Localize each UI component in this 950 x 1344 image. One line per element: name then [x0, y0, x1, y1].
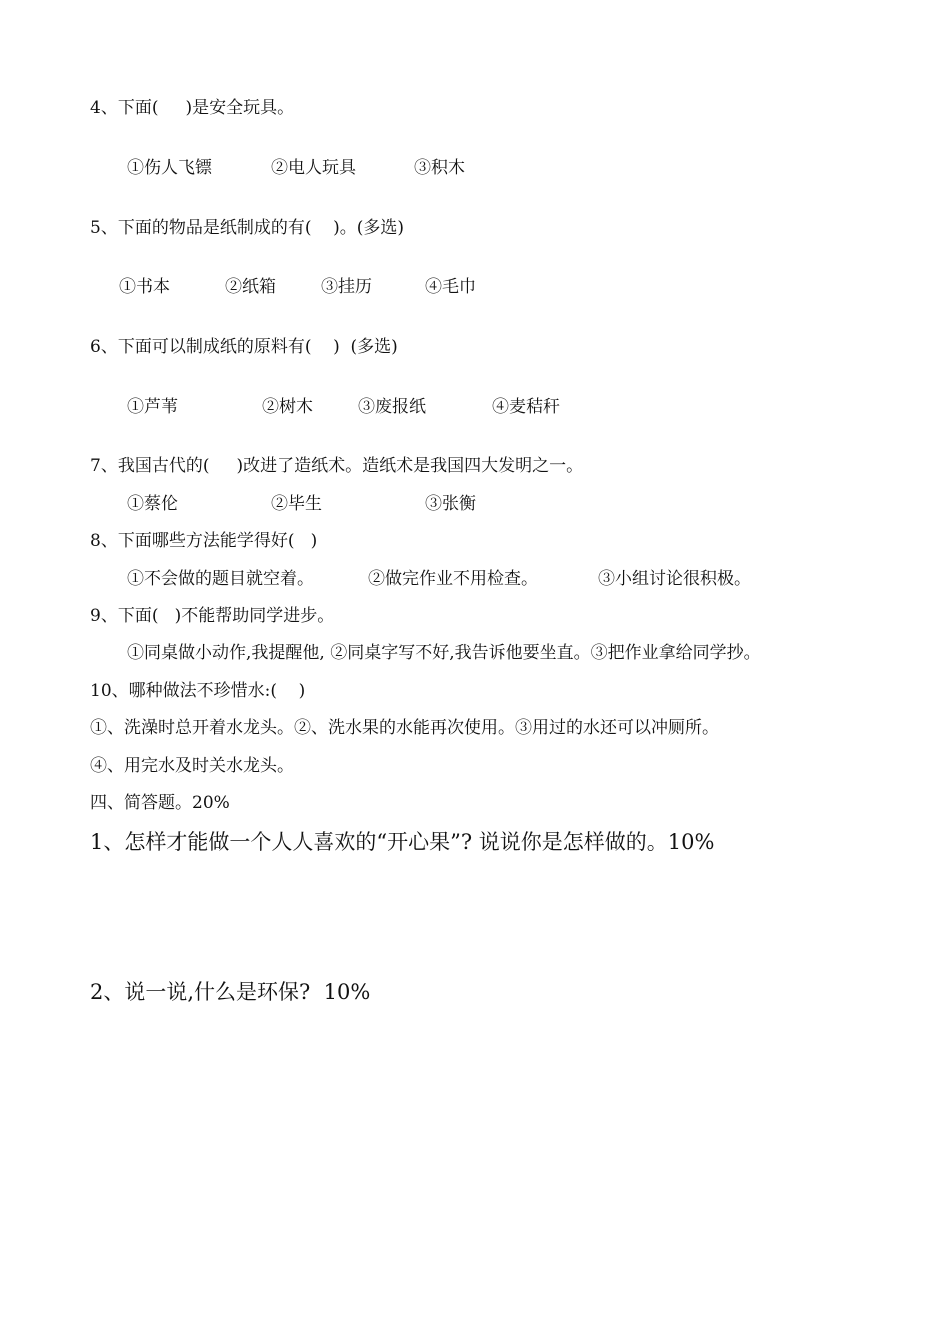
question-10-stem: 10、哪种做法不珍惜水:( ) — [90, 681, 306, 701]
question-5-option-4: ④毛巾 — [425, 277, 476, 297]
question-9-options: ①同桌做小动作,我提醒他, ②同桌字写不好,我告诉他要坐直。③把作业拿给同学抄。 — [127, 643, 761, 663]
section-4-heading: 四、简答题。20% — [90, 793, 230, 813]
question-7-option-3: ③张衡 — [425, 494, 476, 514]
question-5-option-2: ②纸箱 — [225, 277, 276, 297]
question-5-stem: 5、下面的物品是纸制成的有( )。(多选) — [90, 218, 404, 238]
question-9-stem: 9、下面( )不能帮助同学进步。 — [90, 606, 335, 626]
question-7-option-1: ①蔡伦 — [127, 494, 178, 514]
question-7-option-2: ②毕生 — [271, 494, 322, 514]
question-8-stem: 8、下面哪些方法能学得好( ) — [90, 531, 318, 551]
question-10-options-line-2: ④、用完水及时关水龙头。 — [90, 756, 294, 776]
short-answer-question-2: 2、说一说,什么是环保? 10% — [90, 980, 371, 1004]
question-8-option-2: ②做完作业不用检查。 — [368, 569, 538, 589]
question-10-options-line-1: ①、洗澡时总开着水龙头。②、洗水果的水能再次使用。③用过的水还可以冲厕所。 — [90, 718, 719, 738]
question-6-option-2: ②树木 — [262, 397, 313, 417]
question-8-option-3: ③小组讨论很积极。 — [598, 569, 751, 589]
question-4-stem: 4、下面( )是安全玩具。 — [90, 98, 295, 118]
question-4-option-3: ③积木 — [414, 158, 465, 178]
question-4-option-1: ①伤人飞镖 — [127, 158, 212, 178]
question-5-option-1: ①书本 — [119, 277, 170, 297]
short-answer-question-1: 1、怎样才能做一个人人喜欢的“开心果”? 说说你是怎样做的。10% — [90, 830, 715, 854]
question-6-option-1: ①芦苇 — [127, 397, 178, 417]
question-5-option-3: ③挂历 — [321, 277, 372, 297]
question-6-option-4: ④麦秸秆 — [492, 397, 560, 417]
question-4-option-2: ②电人玩具 — [271, 158, 356, 178]
question-6-option-3: ③废报纸 — [358, 397, 426, 417]
question-6-stem: 6、下面可以制成纸的原料有( ) (多选) — [90, 337, 398, 357]
question-8-option-1: ①不会做的题目就空着。 — [127, 569, 314, 589]
question-7-stem: 7、我国古代的( )改进了造纸术。造纸术是我国四大发明之一。 — [90, 456, 584, 476]
